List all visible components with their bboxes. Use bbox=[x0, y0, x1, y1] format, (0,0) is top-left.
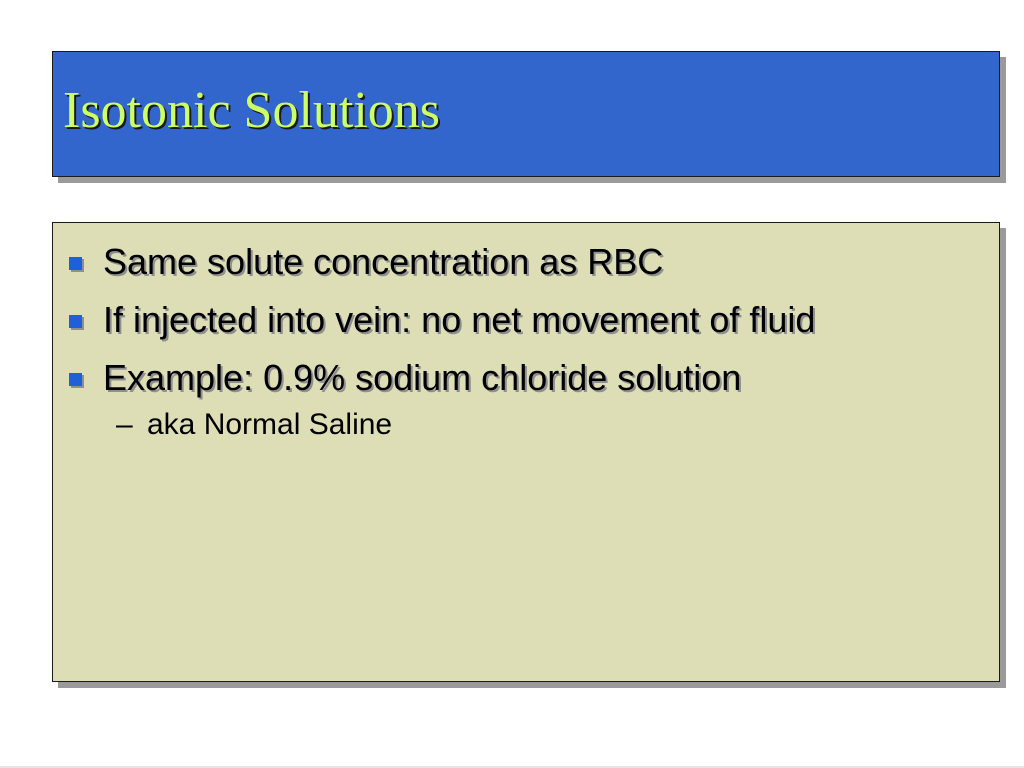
square-bullet-icon bbox=[69, 257, 82, 270]
sub-bullet-item bbox=[53, 405, 999, 445]
bullet-item bbox=[53, 295, 999, 345]
bullet-item bbox=[53, 353, 999, 403]
dash-marker: – bbox=[116, 408, 133, 441]
content-panel bbox=[52, 222, 1000, 682]
bullet-item bbox=[53, 237, 999, 287]
bullet-text: If injected into vein: no net movement of fluid bbox=[103, 299, 816, 340]
square-bullet-icon bbox=[69, 315, 82, 328]
bullet-text: Same solute concentration as RBC bbox=[103, 241, 664, 282]
slide-title: Isotonic Solutions bbox=[63, 82, 441, 139]
bullet-list bbox=[53, 237, 999, 445]
sub-bullet-text: aka Normal Saline bbox=[147, 408, 393, 441]
title-banner bbox=[52, 51, 1000, 177]
square-bullet-icon bbox=[69, 373, 82, 386]
bullet-text: Example: 0.9% sodium chloride solution bbox=[103, 357, 742, 398]
